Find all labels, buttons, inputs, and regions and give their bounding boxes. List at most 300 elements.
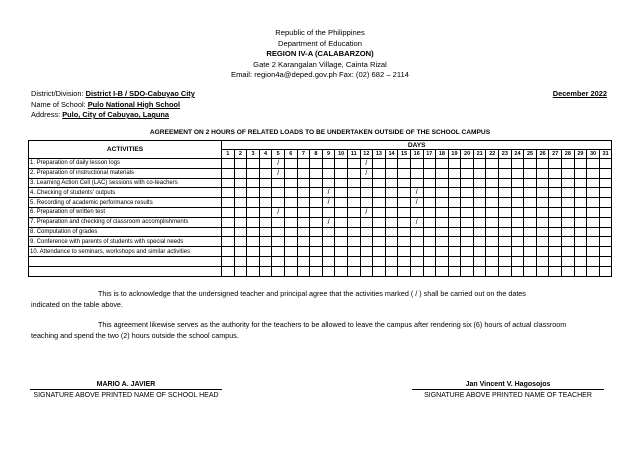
school-head-name: MARIO A. JAVIER xyxy=(30,381,222,390)
days-header: DAYS xyxy=(222,141,612,150)
day-cell xyxy=(222,237,235,247)
day-cell xyxy=(272,256,285,266)
day-cell xyxy=(486,217,499,227)
day-cell xyxy=(247,207,260,217)
day-cell xyxy=(549,188,562,198)
day-cell xyxy=(562,247,575,257)
day-cell xyxy=(436,217,449,227)
check-mark: / xyxy=(415,189,418,197)
day-cell xyxy=(549,227,562,237)
day-cell xyxy=(599,227,612,237)
day-cell xyxy=(360,207,373,217)
day-cell xyxy=(335,188,348,198)
day-cell xyxy=(259,256,272,266)
day-cell xyxy=(259,198,272,208)
activity-label: 4. Checking of students' outputs xyxy=(29,188,222,198)
day-cell xyxy=(511,198,524,208)
day-cell xyxy=(461,217,474,227)
day-cell xyxy=(499,178,512,188)
day-cell xyxy=(360,237,373,247)
day-cell xyxy=(247,247,260,257)
day-cell xyxy=(448,256,461,266)
activity-label xyxy=(29,266,222,276)
day-cell xyxy=(473,178,486,188)
day-header-25: 25 xyxy=(524,150,537,159)
activity-label: 3. Learning Action Cell (LAC) sessions with co-teachers xyxy=(29,178,222,188)
day-cell xyxy=(486,159,499,169)
day-cell xyxy=(524,207,537,217)
day-cell xyxy=(448,188,461,198)
day-cell xyxy=(385,159,398,169)
day-cell xyxy=(448,227,461,237)
day-cell xyxy=(587,168,600,178)
activity-label: 8. Computation of grades xyxy=(29,227,222,237)
day-cell xyxy=(259,227,272,237)
day-cell xyxy=(322,168,335,178)
day-cell xyxy=(347,217,360,227)
day-cell xyxy=(423,247,436,257)
day-header-6: 6 xyxy=(284,150,297,159)
day-cell xyxy=(373,237,386,247)
day-cell xyxy=(222,178,235,188)
day-cell xyxy=(511,247,524,257)
day-cell xyxy=(284,198,297,208)
day-cell xyxy=(373,159,386,169)
day-cell xyxy=(423,159,436,169)
day-cell xyxy=(587,188,600,198)
day-header-3: 3 xyxy=(247,150,260,159)
table-row xyxy=(29,266,612,276)
day-cell xyxy=(360,247,373,257)
day-cell xyxy=(486,227,499,237)
day-cell xyxy=(234,237,247,247)
day-cell xyxy=(272,178,285,188)
header-line: Department of Education xyxy=(277,38,362,48)
day-cell xyxy=(436,188,449,198)
day-cell xyxy=(222,247,235,257)
day-cell xyxy=(322,247,335,257)
day-cell xyxy=(410,188,423,198)
check-mark: / xyxy=(327,218,330,226)
day-cell xyxy=(536,159,549,169)
day-cell xyxy=(385,217,398,227)
day-cell xyxy=(398,256,411,266)
day-cell xyxy=(524,188,537,198)
day-cell xyxy=(574,266,587,276)
day-cell xyxy=(284,207,297,217)
day-cell xyxy=(448,168,461,178)
day-cell xyxy=(461,198,474,208)
day-cell xyxy=(536,237,549,247)
day-cell xyxy=(410,198,423,208)
day-cell xyxy=(347,178,360,188)
day-cell xyxy=(587,217,600,227)
day-cell xyxy=(599,207,612,217)
day-cell xyxy=(587,178,600,188)
day-cell xyxy=(524,237,537,247)
day-header-24: 24 xyxy=(511,150,524,159)
day-cell xyxy=(247,237,260,247)
day-cell xyxy=(574,198,587,208)
day-header-8: 8 xyxy=(310,150,323,159)
day-cell xyxy=(259,178,272,188)
check-mark: / xyxy=(277,159,280,167)
table-row xyxy=(29,237,612,247)
day-header-23: 23 xyxy=(499,150,512,159)
activity-label: 7. Preparation and checking of classroom accomplishments xyxy=(29,217,222,227)
day-cell xyxy=(310,266,323,276)
day-cell xyxy=(511,237,524,247)
address-value: Pulo, City of Cabuyao, Laguna xyxy=(62,110,169,119)
day-cell xyxy=(398,247,411,257)
day-cell xyxy=(272,217,285,227)
day-cell xyxy=(524,266,537,276)
day-cell xyxy=(272,198,285,208)
day-cell xyxy=(599,198,612,208)
day-header-27: 27 xyxy=(549,150,562,159)
day-header-22: 22 xyxy=(486,150,499,159)
activity-label: 1. Preparation of daily lesson logs xyxy=(29,159,222,169)
day-cell xyxy=(473,237,486,247)
day-cell xyxy=(486,198,499,208)
day-header-17: 17 xyxy=(423,150,436,159)
day-cell xyxy=(322,207,335,217)
day-cell xyxy=(373,198,386,208)
day-header-20: 20 xyxy=(461,150,474,159)
day-cell xyxy=(473,188,486,198)
day-cell xyxy=(461,266,474,276)
day-cell xyxy=(410,237,423,247)
day-cell xyxy=(222,168,235,178)
day-cell xyxy=(587,227,600,237)
day-cell xyxy=(499,247,512,257)
day-cell xyxy=(297,237,310,247)
day-header-5: 5 xyxy=(272,150,285,159)
day-cell xyxy=(297,266,310,276)
day-cell xyxy=(448,247,461,257)
day-cell xyxy=(398,227,411,237)
check-mark: / xyxy=(415,218,418,226)
day-cell xyxy=(536,207,549,217)
authority-line2: teaching and spend the two (2) hours outside the school campus. xyxy=(31,331,239,340)
day-cell xyxy=(599,237,612,247)
day-cell xyxy=(360,168,373,178)
day-header-11: 11 xyxy=(347,150,360,159)
day-cell xyxy=(234,168,247,178)
check-mark: / xyxy=(327,189,330,197)
day-cell xyxy=(272,237,285,247)
day-cell xyxy=(423,256,436,266)
day-header-26: 26 xyxy=(536,150,549,159)
day-cell xyxy=(335,247,348,257)
day-cell xyxy=(524,256,537,266)
day-cell xyxy=(310,178,323,188)
day-cell xyxy=(549,247,562,257)
day-cell xyxy=(461,247,474,257)
day-cell xyxy=(234,207,247,217)
day-cell xyxy=(410,256,423,266)
day-cell xyxy=(297,188,310,198)
day-cell xyxy=(335,237,348,247)
day-cell xyxy=(247,227,260,237)
day-header-9: 9 xyxy=(322,150,335,159)
day-cell xyxy=(536,266,549,276)
day-cell xyxy=(247,168,260,178)
day-cell xyxy=(284,159,297,169)
check-mark: / xyxy=(327,199,330,207)
day-cell xyxy=(310,198,323,208)
day-cell xyxy=(423,198,436,208)
day-cell xyxy=(385,266,398,276)
day-cell xyxy=(524,168,537,178)
day-cell xyxy=(499,188,512,198)
day-cell xyxy=(398,159,411,169)
day-cell xyxy=(473,256,486,266)
day-cell xyxy=(486,207,499,217)
day-header-18: 18 xyxy=(436,150,449,159)
day-cell xyxy=(284,217,297,227)
day-cell xyxy=(272,188,285,198)
day-cell xyxy=(347,207,360,217)
day-cell xyxy=(549,217,562,227)
day-cell xyxy=(398,168,411,178)
day-header-4: 4 xyxy=(259,150,272,159)
day-cell xyxy=(524,198,537,208)
day-cell xyxy=(410,266,423,276)
day-cell xyxy=(587,207,600,217)
day-cell xyxy=(423,217,436,227)
day-cell xyxy=(234,266,247,276)
day-cell xyxy=(473,159,486,169)
day-cell xyxy=(259,168,272,178)
day-cell xyxy=(473,217,486,227)
activity-label: 2. Preparation of instructional materials xyxy=(29,168,222,178)
day-cell xyxy=(562,256,575,266)
day-cell xyxy=(385,256,398,266)
day-cell xyxy=(310,207,323,217)
day-cell xyxy=(284,178,297,188)
day-cell xyxy=(436,168,449,178)
day-cell xyxy=(486,256,499,266)
day-cell xyxy=(410,168,423,178)
day-cell xyxy=(247,198,260,208)
day-cell xyxy=(234,159,247,169)
day-cell xyxy=(284,237,297,247)
day-cell xyxy=(360,159,373,169)
day-cell xyxy=(599,256,612,266)
day-cell xyxy=(322,188,335,198)
check-mark: / xyxy=(277,208,280,216)
check-mark: / xyxy=(415,199,418,207)
day-cell xyxy=(222,207,235,217)
day-cell xyxy=(410,217,423,227)
day-cell xyxy=(247,256,260,266)
day-cell xyxy=(347,168,360,178)
day-cell xyxy=(448,266,461,276)
day-header-31: 31 xyxy=(599,150,612,159)
day-cell xyxy=(259,247,272,257)
school-value: Pulo National High School xyxy=(87,99,181,109)
day-cell xyxy=(587,159,600,169)
day-cell xyxy=(385,178,398,188)
day-cell xyxy=(335,159,348,169)
day-cell xyxy=(373,207,386,217)
day-cell xyxy=(461,188,474,198)
activity-label: 5. Recording of academic performance results xyxy=(29,198,222,208)
day-cell xyxy=(486,168,499,178)
day-cell xyxy=(511,178,524,188)
day-cell xyxy=(473,227,486,237)
signature-school-head xyxy=(30,381,222,399)
day-cell xyxy=(499,198,512,208)
address-label: Address: xyxy=(31,110,63,119)
activity-label xyxy=(29,256,222,266)
day-cell xyxy=(461,159,474,169)
teacher-name: Jan Vincent V. Hagosojos xyxy=(412,381,604,390)
activity-label: 9. Conference with parents of students with special needs xyxy=(29,237,222,247)
day-cell xyxy=(247,159,260,169)
day-cell xyxy=(272,168,285,178)
day-cell xyxy=(398,237,411,247)
day-cell xyxy=(524,178,537,188)
day-cell xyxy=(461,168,474,178)
day-cell xyxy=(436,159,449,169)
day-cell xyxy=(536,178,549,188)
day-cell xyxy=(536,217,549,227)
table-row xyxy=(29,217,612,227)
day-header-21: 21 xyxy=(473,150,486,159)
district-value: District I-B / SDO-Cabuyao City xyxy=(85,89,195,98)
day-cell xyxy=(562,178,575,188)
day-cell xyxy=(322,256,335,266)
day-cell xyxy=(486,266,499,276)
day-cell xyxy=(259,207,272,217)
day-cell xyxy=(410,227,423,237)
day-cell xyxy=(310,217,323,227)
table-row xyxy=(29,188,612,198)
day-cell xyxy=(234,256,247,266)
day-header-28: 28 xyxy=(562,150,575,159)
day-cell xyxy=(284,168,297,178)
day-cell xyxy=(599,188,612,198)
day-cell xyxy=(511,168,524,178)
day-cell xyxy=(461,207,474,217)
day-cell xyxy=(284,227,297,237)
day-cell xyxy=(486,247,499,257)
day-cell xyxy=(562,168,575,178)
day-cell xyxy=(436,247,449,257)
day-cell xyxy=(423,266,436,276)
day-cell xyxy=(410,159,423,169)
day-cell xyxy=(322,178,335,188)
day-cell xyxy=(360,188,373,198)
day-cell xyxy=(499,227,512,237)
day-cell xyxy=(536,256,549,266)
day-cell xyxy=(562,237,575,247)
day-cell xyxy=(322,227,335,237)
school-info xyxy=(31,89,195,121)
day-cell xyxy=(322,237,335,247)
day-cell xyxy=(335,217,348,227)
day-cell xyxy=(297,247,310,257)
day-cell xyxy=(322,198,335,208)
day-cell xyxy=(222,188,235,198)
activities-table xyxy=(28,140,612,277)
day-cell xyxy=(524,159,537,169)
day-cell xyxy=(222,198,235,208)
day-cell xyxy=(398,198,411,208)
day-cell xyxy=(322,266,335,276)
day-cell xyxy=(524,247,537,257)
day-cell xyxy=(272,159,285,169)
acknowledgement-line1: This is to acknowledge that the undersigned teacher and principal agree that the activities marked ( / ) shall be carried out on the dates xyxy=(98,289,526,298)
day-cell xyxy=(284,188,297,198)
day-cell xyxy=(562,188,575,198)
header-line: Gate 2 Karangalan Village, Cainta Rizal xyxy=(253,59,387,69)
day-cell xyxy=(574,217,587,227)
day-cell xyxy=(536,188,549,198)
day-header-15: 15 xyxy=(398,150,411,159)
day-cell xyxy=(562,207,575,217)
day-cell xyxy=(511,159,524,169)
day-cell xyxy=(499,237,512,247)
day-cell xyxy=(335,178,348,188)
day-cell xyxy=(373,266,386,276)
table-row xyxy=(29,227,612,237)
table-row xyxy=(29,207,612,217)
day-cell xyxy=(398,266,411,276)
day-cell xyxy=(461,178,474,188)
day-cell xyxy=(574,188,587,198)
day-cell xyxy=(511,188,524,198)
activity-label: 10. Attendance to seminars, workshops and similar activities xyxy=(29,247,222,257)
day-cell xyxy=(448,207,461,217)
day-cell xyxy=(499,256,512,266)
day-cell xyxy=(284,256,297,266)
day-cell xyxy=(222,217,235,227)
day-cell xyxy=(297,178,310,188)
day-cell xyxy=(536,227,549,237)
day-cell xyxy=(436,178,449,188)
day-cell xyxy=(599,217,612,227)
day-cell xyxy=(549,198,562,208)
day-cell xyxy=(511,256,524,266)
day-cell xyxy=(599,266,612,276)
table-row xyxy=(29,178,612,188)
day-cell xyxy=(297,207,310,217)
day-cell xyxy=(410,207,423,217)
day-cell xyxy=(373,227,386,237)
day-cell xyxy=(373,188,386,198)
signature-teacher xyxy=(412,381,604,399)
day-cell xyxy=(486,178,499,188)
day-header-16: 16 xyxy=(410,150,423,159)
day-cell xyxy=(259,266,272,276)
day-cell xyxy=(473,266,486,276)
header-line: Republic of the Philippines xyxy=(275,28,365,37)
day-cell xyxy=(423,237,436,247)
day-cell xyxy=(385,247,398,257)
day-cell xyxy=(347,266,360,276)
day-cell xyxy=(272,207,285,217)
day-header-1: 1 xyxy=(222,150,235,159)
day-cell xyxy=(448,159,461,169)
day-cell xyxy=(373,217,386,227)
day-cell xyxy=(284,247,297,257)
header-line: REGION IV-A (CALABARZON) xyxy=(266,49,374,59)
day-cell xyxy=(486,188,499,198)
day-cell xyxy=(587,237,600,247)
